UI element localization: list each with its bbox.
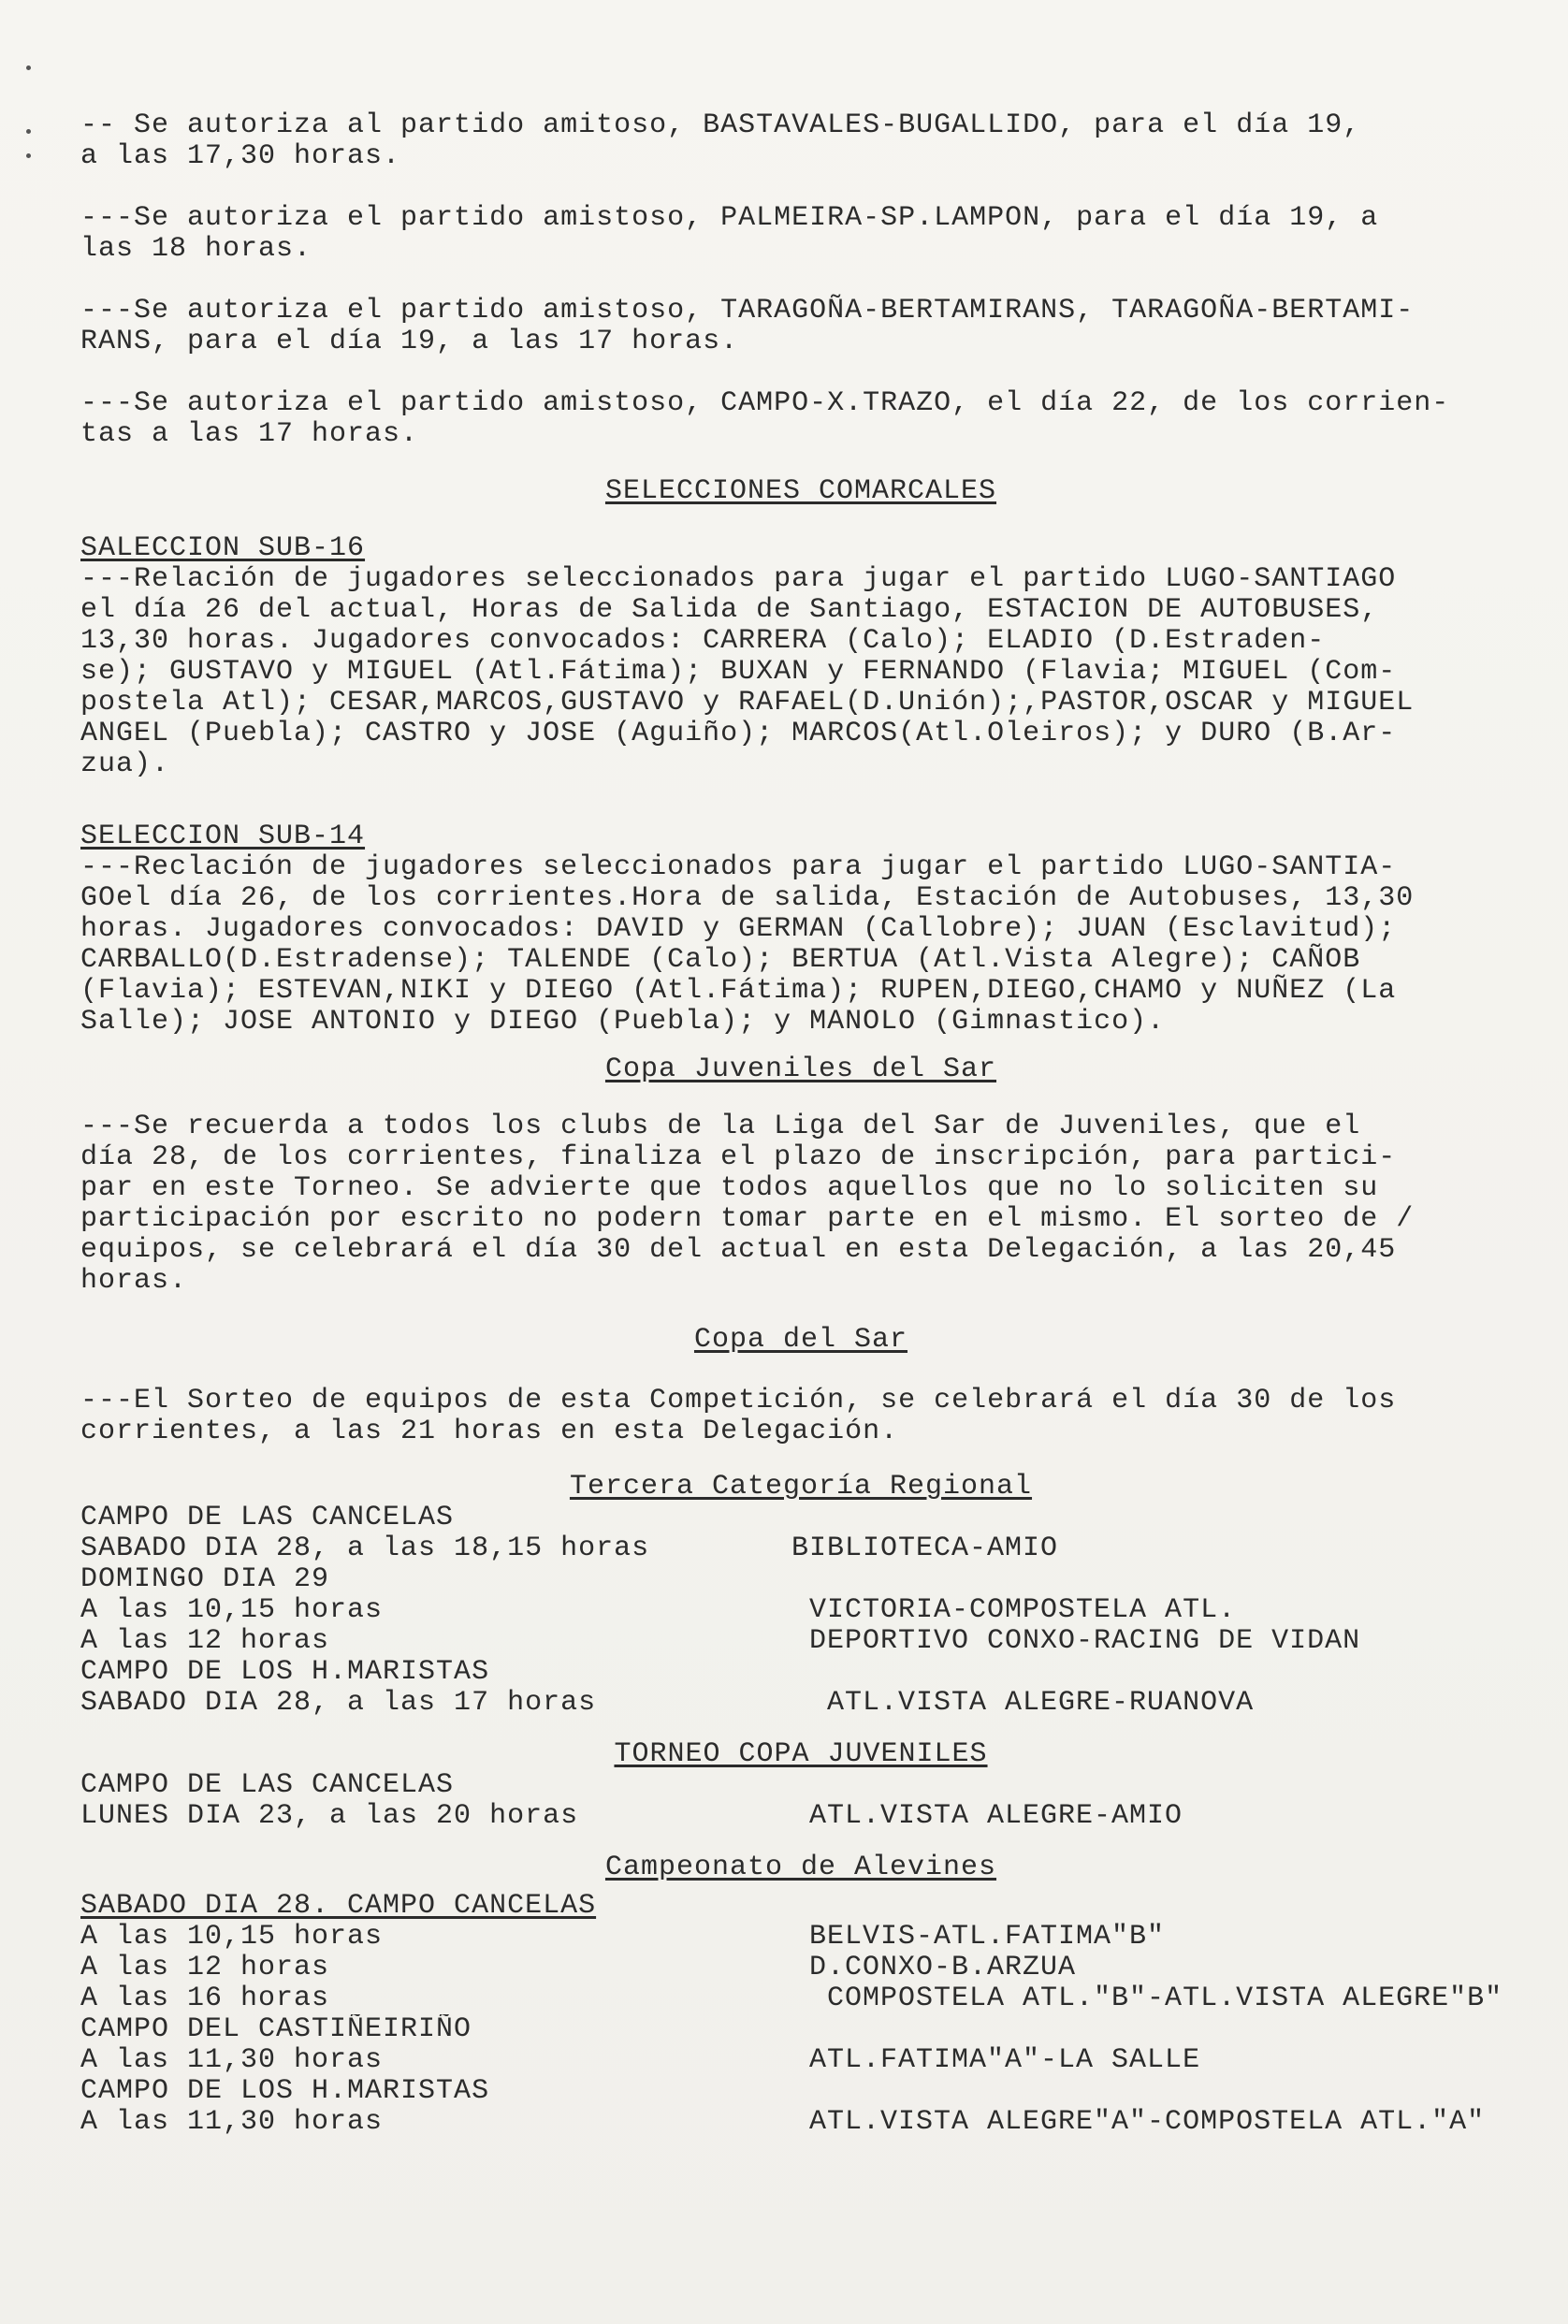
match-line: VICTORIA-COMPOSTELA ATL. <box>791 1595 1237 1626</box>
tercera-schedule <box>80 1503 1521 1719</box>
schedule-line: A las 11,30 horas <box>80 2107 384 2138</box>
notice-4: ---Se autoriza el partido amistoso, CAMPO-X.TRAZO, el día 22, de los corrien- tas a las 17 horas. <box>80 387 1450 450</box>
schedule-line: CAMPO DE LAS CANCELAS <box>80 1770 455 1801</box>
heading-sub16: SALECCION SUB-16 <box>80 532 366 564</box>
alevines-left <box>80 1922 791 2138</box>
match-line: ATL.VISTA ALEGRE-RUANOVA <box>791 1688 1255 1719</box>
match-line: ATL.VISTA ALEGRE-AMIO <box>791 1801 1183 1832</box>
schedule-line: CAMPO DE LAS CANCELAS <box>80 1503 455 1533</box>
alevines-schedule <box>80 1922 1521 2138</box>
schedule-line: DOMINGO DIA 29 <box>80 1564 330 1595</box>
copa-juveniles-sar-text: ---Se recuerda a todos los clubs de la Liga del Sar de Juveniles, que el día 28, de los corrientes, finaliza el plazo de inscripción, para partici- par en este Torneo. Se advierte que todos aquellos que no lo soliciten su participación por escrito no podern tomar parte en el mismo. El sorteo de / equipos, se celebrará el día 30 del actual en esta Delegación, a las 20,45 horas. <box>80 1111 1415 1297</box>
match-line: ATL.VISTA ALEGRE"A"-COMPOSTELA ATL."A" <box>791 2107 1486 2138</box>
torneo-schedule <box>80 1770 1521 1832</box>
schedule-line: A las 11,30 horas <box>80 2045 384 2076</box>
match-line: ATL.FATIMA"A"-LA SALLE <box>791 2045 1201 2076</box>
notice-1: -- Se autoriza al partido amitoso, BASTAVALES-BUGALLIDO, para el día 19, a las 17,30 horas. <box>80 109 1361 172</box>
match-line: D.CONXO-B.ARZUA <box>791 1953 1077 1983</box>
punch-dot <box>26 153 31 158</box>
match-line: DEPORTIVO CONXO-RACING DE VIDAN <box>791 1626 1361 1657</box>
schedule-line: SABADO DIA 28, a las 17 horas <box>80 1688 597 1719</box>
schedule-line: CAMPO DE LOS H.MARISTAS <box>80 2076 490 2107</box>
match-line <box>791 1770 1521 1801</box>
notice-2: ---Se autoriza el partido amistoso, PALMEIRA-SP.LAMPON, para el día 19, a las 18 horas. <box>80 202 1379 265</box>
match-line <box>791 1564 1521 1595</box>
notice-3: ---Se autoriza el partido amistoso, TARAGOÑA-BERTAMIRANS, TARAGOÑA-BERTAMI- RANS, para el día 19, a las 17 horas. <box>80 295 1415 357</box>
match-line <box>791 1657 1521 1688</box>
torneo-left <box>80 1770 791 1832</box>
heading-torneo-copa-juveniles: TORNEO COPA JUVENILES <box>614 1738 988 1770</box>
schedule-line: SABADO DIA 28, a las 18,15 horas <box>80 1533 650 1564</box>
heading-sub14: SELECCION SUB-14 <box>80 821 366 852</box>
match-line: BIBLIOTECA-AMIO <box>791 1533 1059 1564</box>
torneo-right <box>791 1770 1521 1832</box>
heading-copa-juveniles-sar: Copa Juveniles del Sar <box>604 1053 997 1085</box>
schedule-line: A las 12 horas <box>80 1626 330 1657</box>
copa-sar-text: ---El Sorteo de equipos de esta Competición, se celebrará el día 30 de los corrientes, a las 21 horas en esta Delegación. <box>80 1385 1397 1447</box>
heading-alevines: Campeonato de Alevines <box>604 1852 997 1883</box>
document-body <box>80 110 1521 2158</box>
punch-dot <box>26 65 31 70</box>
heading-selecciones: SELECCIONES COMARCALES <box>604 475 997 507</box>
match-line: COMPOSTELA ATL."B"-ATL.VISTA ALEGRE"B" <box>791 1983 1503 2014</box>
match-line <box>791 2076 1521 2107</box>
match-line <box>791 2014 1521 2045</box>
punch-marks <box>21 56 39 187</box>
schedule-line: A las 12 horas <box>80 1953 330 1983</box>
sub16-text: ---Relación de jugadores seleccionados para jugar el partido LUGO-SANTIAGO el día 26 del actual, Horas de Salida de Santiago, ESTACION DE AUTOBUSES, 13,30 horas. Jugadores convocados: CARRERA (Calo); ELADIO (D.Estraden- se); GUSTAVO y MIGUEL (Atl.Fátima); BUXAN y FERNANDO (Flavia; MIGUEL (Com- postela Atl); CESAR,MARCOS,GUSTAVO y RAFAEL(D.Unión);,PASTOR,OSCAR y MIGUEL ANGEL (Puebla); CASTRO y JOSE (Aguiño); MARCOS(Atl.Oleiros); y DURO (B.Ar- zua). <box>80 563 1415 780</box>
tercera-right <box>791 1503 1521 1719</box>
punch-dot <box>26 129 31 134</box>
schedule-line: A las 16 horas <box>80 1983 330 2014</box>
sub14-text: ---Reclación de jugadores seleccionados para jugar el partido LUGO-SANTIA- GOel día 26, de los corrientes.Hora de salida, Estación de Autobuses, 13,30 horas. Jugadores convocados: DAVID y GERMAN (Callobre); JUAN (Esclavitud); CARBALLO(D.Estradense); TALENDE (Calo); BERTUA (Atl.Vista Alegre); CAÑOB (Flavia); ESTEVAN,NIKI y DIEGO (Atl.Fátima); RUPEN,DIEGO,CHAMO y NUÑEZ (La Salle); JOSE ANTONIO y DIEGO (Puebla); y MANOLO (Gimnastico). <box>80 851 1415 1038</box>
alevines-right <box>791 1922 1521 2138</box>
heading-copa-sar: Copa del Sar <box>693 1324 908 1356</box>
schedule-line: CAMPO DEL CASTIÑEIRIÑO <box>80 2014 472 2045</box>
schedule-line: A las 10,15 horas <box>80 1922 384 1953</box>
alevines-subtitle: SABADO DIA 28. CAMPO CANCELAS <box>80 1890 597 1922</box>
match-line: BELVIS-ATL.FATIMA"B" <box>791 1922 1166 1953</box>
schedule-line: LUNES DIA 23, a las 20 horas <box>80 1801 579 1832</box>
tercera-left <box>80 1503 791 1719</box>
schedule-line: CAMPO DE LOS H.MARISTAS <box>80 1657 490 1688</box>
schedule-line: A las 10,15 horas <box>80 1595 384 1626</box>
match-line <box>791 1503 1521 1533</box>
heading-tercera: Tercera Categoría Regional <box>569 1471 1033 1503</box>
